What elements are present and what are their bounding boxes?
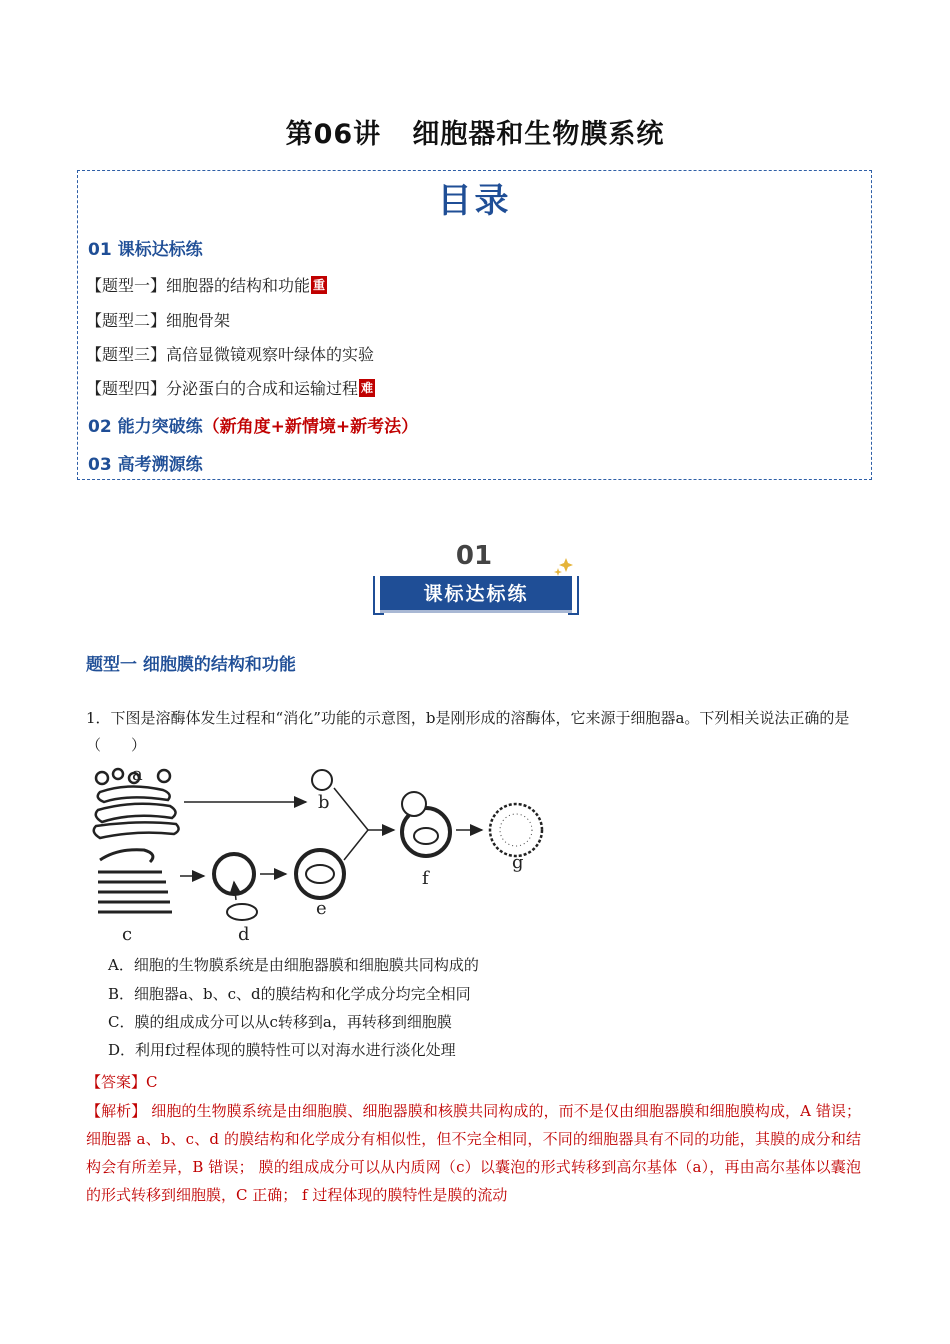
toc-item-label: 【题型三】高倍显微镜观察叶绿体的实验: [86, 345, 375, 364]
option-d[interactable]: D．利用f过程体现的膜特性可以对海水进行淡化处理: [108, 1041, 456, 1059]
question-type-title: 题型一 细胞膜的结构和功能: [86, 655, 296, 675]
label-c: c: [122, 924, 133, 944]
label-g: g: [512, 852, 524, 873]
table-of-contents: [77, 170, 872, 480]
mitochondrion: [227, 904, 257, 920]
banner-underline: [380, 610, 572, 613]
option-c[interactable]: C．膜的组成成分可以从c转移到a，再转移到细胞膜: [108, 1013, 452, 1031]
label-b: b: [318, 792, 330, 813]
toc-item-label: 【题型二】细胞骨架: [86, 311, 231, 330]
toc-item-3[interactable]: [86, 342, 374, 365]
toc-item-label: 【题型一】细胞器的结构和功能: [86, 276, 311, 295]
label-d: d: [238, 924, 250, 944]
toc-item-label: 【题型四】分泌蛋白的合成和运输过程: [86, 379, 359, 398]
sparkle-icon: [559, 558, 573, 572]
analysis: 【解析】 细胞的生物膜系统是由细胞膜、细胞器膜和核膜共同构成的，而不是仅由细胞器膜和细胞膜构成，A 错误； 细胞器 a、b、c、d 的膜结构和化学成分有相似性，但不完全相同，不同的细胞器具有不同的功能，其膜的成分和结构会有所差异，B 错误； 膜的组成成分可以从内质网（c）以囊泡的形式转移到高尔基体（a），再由高尔基体以囊泡的形式转移到细胞膜，C 正确； f 过程体现的膜特性是膜的流动: [86, 1102, 861, 1204]
answer: 【答案】C: [86, 1073, 158, 1091]
residual-body-g: [490, 804, 542, 856]
label-f: f: [422, 868, 429, 889]
lysosome-diagram: [88, 764, 558, 944]
toc-section-3[interactable]: 03 高考溯源练: [88, 455, 203, 475]
label-e: e: [316, 898, 327, 919]
question-stem: 1．下图是溶酶体发生过程和“消化”功能的示意图，b是刚形成的溶酶体，它来源于细胞器a。下列相关说法正确的是（ ）: [86, 709, 850, 754]
page-title: 第06讲 细胞器和生物膜系统: [285, 119, 665, 150]
toc-section-1[interactable]: 01 课标达标练: [88, 240, 203, 260]
toc-item-1[interactable]: [86, 273, 327, 296]
endoplasmic-reticulum: [98, 850, 172, 912]
toc-section-2-label: 02 能力突破练: [88, 417, 203, 437]
toc-section-2[interactable]: [88, 412, 418, 437]
toc-item-4[interactable]: [86, 376, 375, 399]
toc-item-2[interactable]: [86, 308, 230, 331]
difficult-tag: 难: [361, 381, 374, 395]
toc-section-2-note: （新角度+新情境+新考法）: [202, 417, 419, 437]
banner-label: 课标达标练: [423, 583, 529, 605]
lysosome-b: [312, 770, 332, 790]
option-b[interactable]: B．细胞器a、b、c、d的膜结构和化学成分均完全相同: [108, 985, 471, 1003]
important-tag: 重: [313, 278, 326, 292]
section-banner: [370, 538, 582, 618]
toc-heading: 目录: [437, 181, 512, 221]
option-a[interactable]: A．细胞的生物膜系统是由细胞器膜和细胞膜共同构成的: [108, 956, 479, 974]
label-a: a: [132, 764, 143, 785]
sparkle-icon: [554, 568, 562, 576]
banner-number: 01: [455, 541, 493, 571]
